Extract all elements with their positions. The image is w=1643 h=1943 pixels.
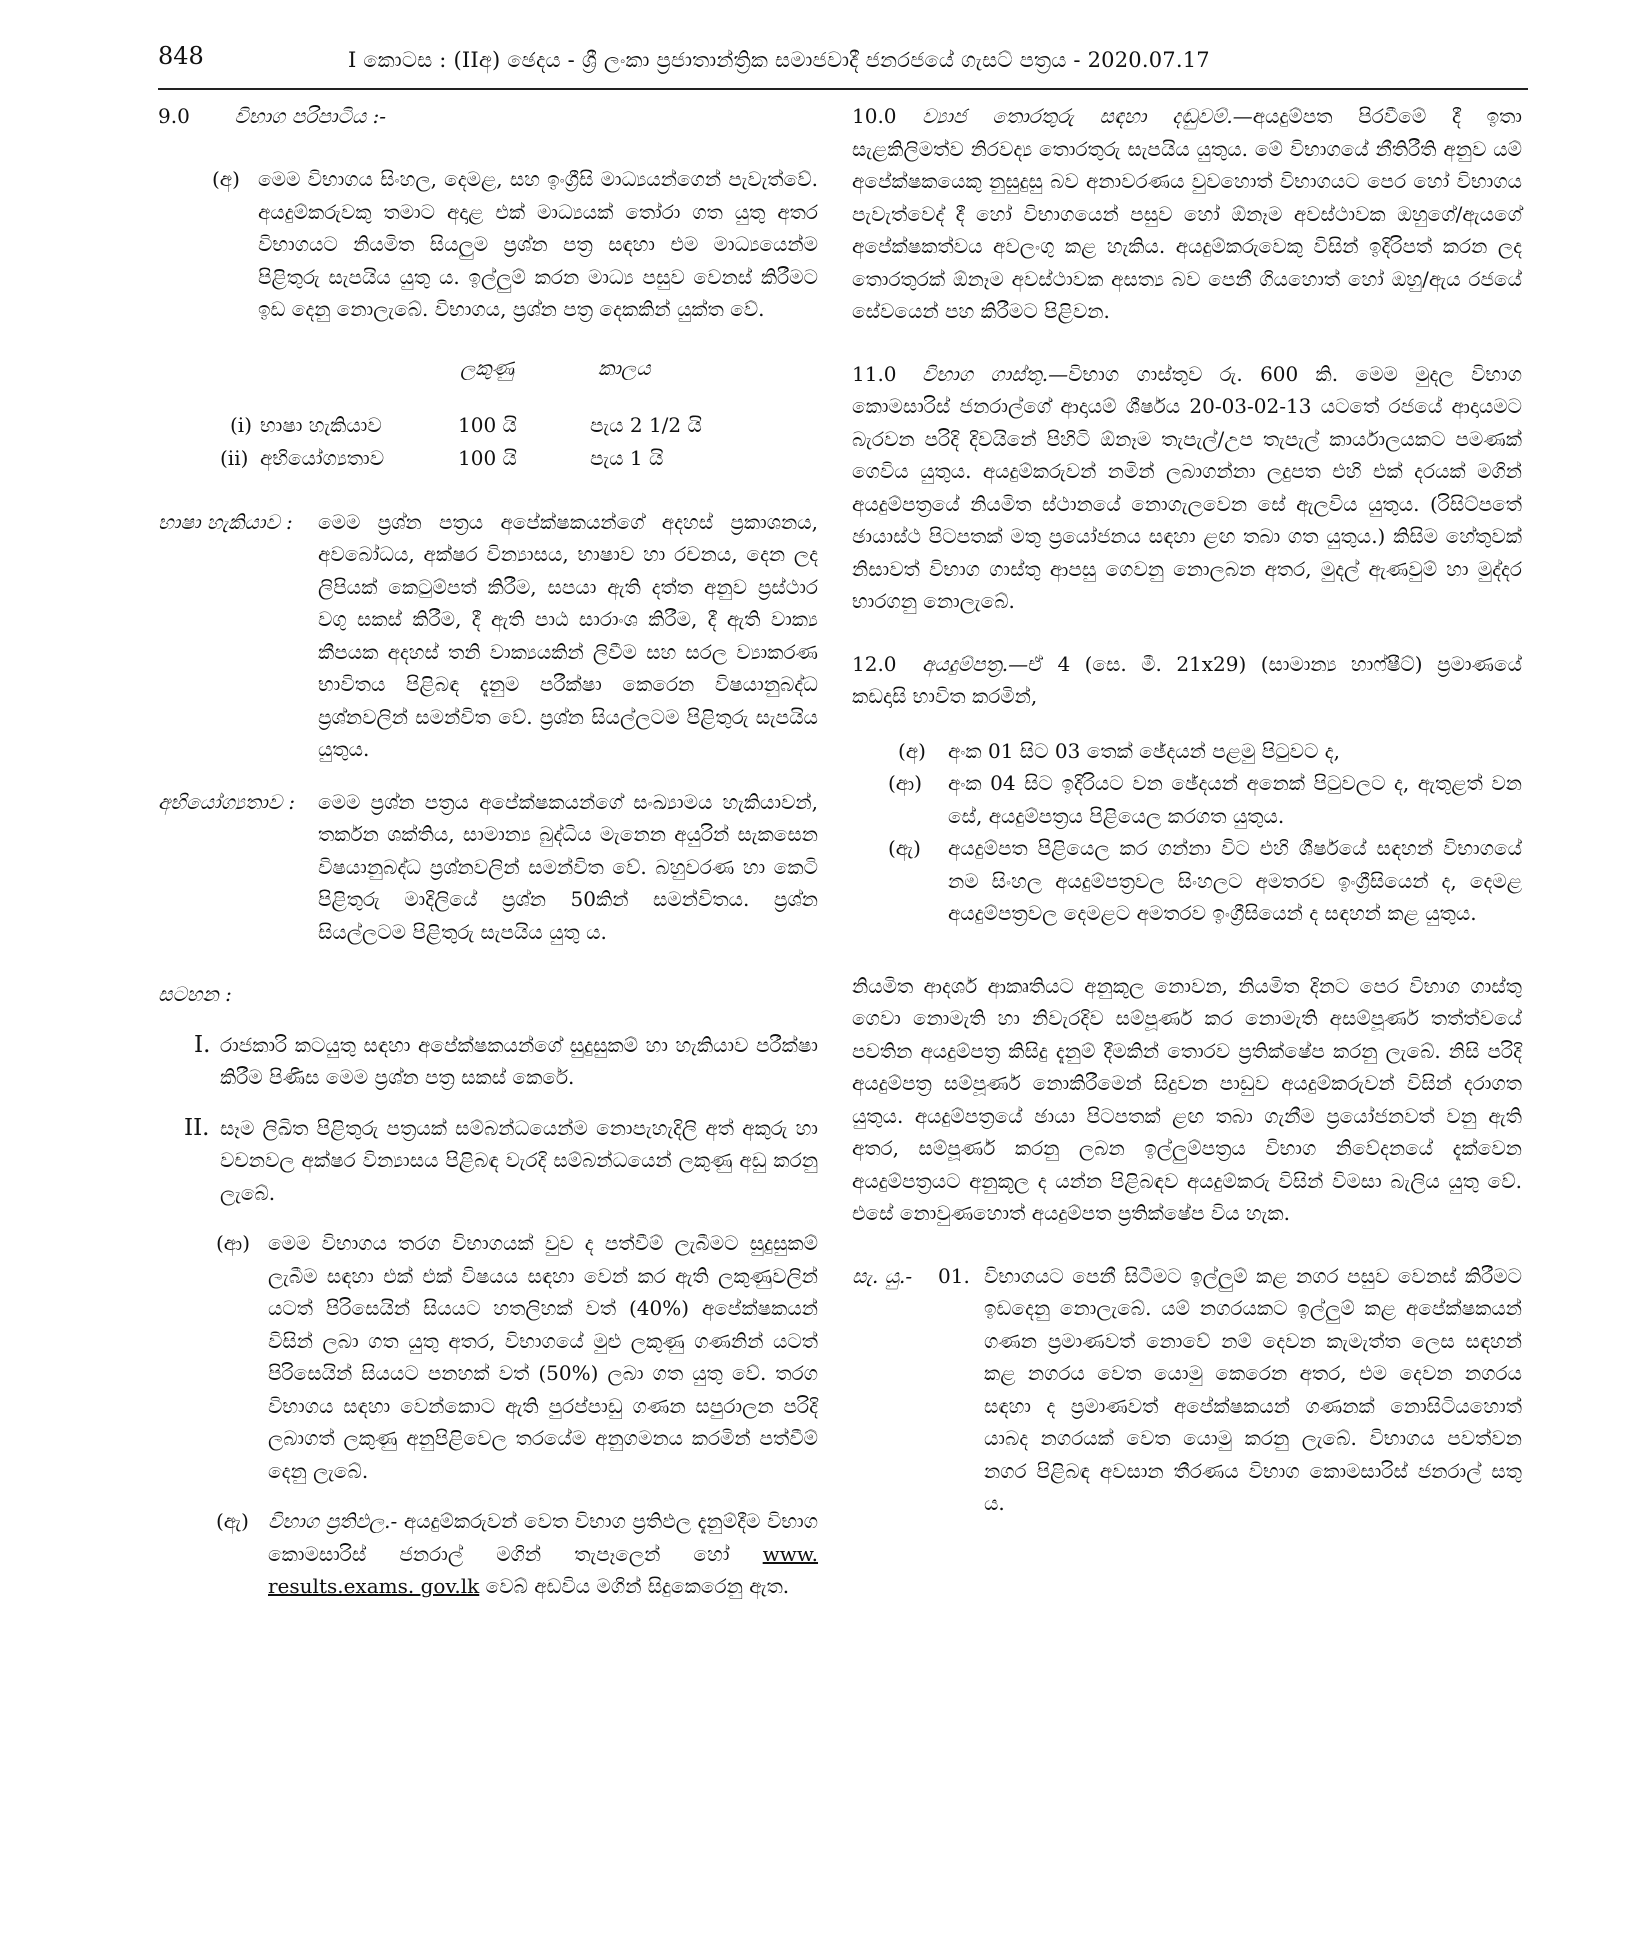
section-title: විභාග පරිපාටිය :- [234, 104, 387, 128]
section-12 [852, 648, 1522, 713]
section-11-text [852, 358, 1522, 618]
column-header-time: කාලය [598, 355, 651, 380]
header-rule [158, 88, 1528, 90]
paper-marks: 100 යි [458, 445, 517, 470]
item-label: භාෂා හැකියාව : [158, 509, 293, 534]
section-11 [852, 358, 1522, 618]
section-title: අයදුම්පත්‍ර.— [922, 651, 1029, 676]
results-text: අයදුම්කරුවන් වෙත විභාග ප්‍රතිඵල දැනුම්දීම විභාග කොමසාරිස් ජනරාල් මගින් තැපෑලෙන් හෝ [268, 1509, 818, 1566]
section-number: 11.0 [852, 361, 897, 386]
paper-time: පැය 1 යි [590, 445, 664, 470]
section-10-text [852, 100, 1522, 328]
section-number: 12.0 [852, 651, 897, 676]
page-number: 848 [158, 42, 204, 70]
row-number: (i) [230, 412, 253, 437]
marks-table [158, 346, 818, 496]
paper-time: පැය 2 1/2 යි [590, 412, 702, 437]
right-column [852, 100, 1522, 1520]
section-body: විභාග ගාස්තුව රු. 600 කි. මෙම මුදල විභාග කොමසාරිස් ජනරාල්ගේ ආදායම් ශීර්ෂය 20-03-02-13 යටතේ රජයේ ආදායමට බැරවන පරිදි දිවයිනේ පිහිටි ඕනෑම තැපැල්/උප තැපැල් කාර්යාලයකට පමණක් ගෙවිය යුතුය. අයදුම්කරුවන් නමින් ලබාගන්නා ලදුපත එහි එක් දරයක් මගින් අයදුම්පත්‍රයේ නියමිත ස්ථානයේ නොගැලවෙන සේ ඇලවිය යුතුය. (රිසිට්පතේ ඡායාස්ථ පිටපතක් මතු ප්‍රයෝජනය සඳහා ළඟ තබා ගත යුතුය.) කිසිම හේතුවක් නිසාවත් විභාග ගාස්තු ආපසු ගෙවනු නොලබන අතර, මුදල් ඇණවුම් හා මුද්දර භාරගනු නොලැබේ. [852, 361, 1522, 613]
item-text: අයදුම්පත පිළියෙල කර ගන්නා විට එහි ශීර්ෂයේ සඳහන් විභාගයේ නම සිංහල අයදුම්පත්‍රවල සිංහලට අමතරව ඉංග්‍රීසියෙන් ද, දෙමළ අයදුම්පත්‍රවල දෙමළට අමතරව ඉංග්‍රීසියෙන් ද සඳහන් කළ යුතුය. [948, 836, 1522, 925]
item-marker: (ආ) [888, 771, 923, 795]
note-item [158, 1029, 818, 1094]
row-number: (ii) [220, 445, 249, 470]
note-text: විභාගයට පෙනී සිටීමට ඉල්ලුම් කළ නගර පසුව වෙනස් කිරීමට ඉඩදෙනු නොලැබේ. යම් නගරයකට ඉල්ලුම් කළ අපේක්ෂකයන් ගණන ප්‍රමාණවත් නොවේ නම් දෙවන කැමැත්ත ලෙස සඳහන් කළ නගරය වෙත යොමු කෙරෙන අතර, එම දෙවන නගරය සඳහා ද ප්‍රමාණවත් අපේක්ෂකයන් ගණනක් නොසිටියහොත් යාබද නගරයක් වෙත යොමු කරනු ලැබේ. විභාගය පවත්වන නගර පිළිබඳ අවසාන තීරණය විභාග කොමසාරිස් ජනරාල් සතු ය. [984, 1263, 1522, 1515]
paper-name: භාෂා හැකියාව [260, 412, 382, 437]
language-paper-description [158, 506, 818, 766]
list-item [852, 832, 1522, 930]
aptitude-paper-description [158, 786, 818, 949]
paper-marks: 100 යි [458, 412, 517, 437]
item-text: අංක 04 සිට ඉදිරියට වන ඡේදයන් අනෙක් පිටුවලට ද, ඇතුළත් වන සේ, අයදුම්පත්‍රය පිළියෙල කරගත යුතුය. [948, 771, 1522, 828]
note-label: සැ. යු.- [852, 1263, 913, 1288]
list-item [158, 1227, 818, 1487]
note-sa [852, 1260, 1522, 1520]
item-marker: (අ) [212, 167, 240, 191]
section-number: 9.0 [158, 104, 190, 128]
item-marker: (අ) [898, 738, 926, 763]
item-text: අංක 01 සිට 03 තෙක් ඡේදයන් පළමු පිටුවට ද, [948, 738, 1341, 763]
section-12-text [852, 648, 1522, 713]
note-number: 01. [938, 1263, 970, 1288]
note-item [158, 1112, 818, 1210]
notes-label: සටහන : [158, 982, 232, 1006]
item-text [268, 1505, 818, 1603]
left-column [158, 100, 818, 1603]
item-marker: (ආ) [216, 1231, 251, 1255]
results-website-link[interactable]: www. results.exams. gov.lk [268, 1541, 819, 1598]
item-marker: I. [194, 1031, 211, 1058]
list-item [158, 1505, 818, 1603]
item-text: මෙම ප්‍රශ්න පත්‍රය අපේක්ෂකයන්ගේ අදහස් ප්‍රකාශනය, අවබෝධය, අක්ෂර වින්‍යාසය, භාෂාව හා රචනය, දෙන ලද ලිපියක් කෙටුම්පත් කිරීම, සපයා ඇති දත්ත අනුව ප්‍රස්ථාර වගු සකස් කිරීම, දී ඇති පාඨ සාරාංශ කිරීම, දී ඇති වාක්‍ය කීපයක අදහස් තනි වාක්‍යයකින් ලිවීම සහ සරල ව්‍යාකරණ භාවිතය පිළිබඳ දැනුම පරීක්ෂා කෙරෙන විෂයානුබද්ධ ප්‍රශ්නවලින් සමන්විත වේ. ප්‍රශ්න සියල්ලටම පිළිතුරු සැපයිය යුතුය. [318, 509, 818, 761]
running-title: I කොටස : (IIඅ) ඡෙදය - ශ්‍රී ලංකා ප්‍රජාතාන්ත්‍රික සමාජවාදී ජනරජයේ ගැසට් පත්‍රය - 2020.07.17 [348, 48, 1210, 72]
results-title: විභාග ප්‍රතිඵල.- [268, 1509, 398, 1533]
item-marker: (ඇ) [888, 836, 921, 860]
results-text-end: වෙබ් අඩවිය මගින් සිදුකෙරෙනු ඇත. [485, 1574, 790, 1598]
item-text: මෙම විභාගය සිංහල, දෙමළ, සහ ඉංග්‍රීසි මාධ්‍යයන්ගෙන් පැවැත්වේ. අයදුම්කරුවකු තමාට අදාළ එක් මාධ්‍යයක් තෝරා ගත යුතු අතර විභාගයට නියමිත සියලුම ප්‍රශ්න පත්‍ර සඳහා එම මාධ්‍යයෙන්ම පිළිතුරු සැපයිය යුතු ය. ඉල්ලුම් කරන මාධ්‍ය පසුව වෙනස් කිරීමට ඉඩ දෙනු නොලැබේ. විභාගය, ප්‍රශ්න පත්‍ර දෙකකින් යුක්ත වේ. [258, 167, 818, 321]
rejection-paragraph: නියමිත ආදර්ශ ආකෘතියට අනුකූල නොවන, නියමිත දිනට පෙර විභාග ගාස්තු ගෙවා නොමැති හා නිවැරදිව සම්පූර්ණ කර නොමැති අසම්පූර්ණ තත්ත්වයේ පවතින අයදුම්පත්‍ර කිසිදු දැනුම් දීමකින් තොරව ප්‍රතික්ෂේප කරනු ලැබේ. නිසි පරිදි අයදුම්පත්‍ර සම්පූර්ණ නොකිරීමෙන් සිදුවන පාඩුව අයදුම්කරුවන් විසින් දරාගත යුතුය. අයදුම්පත්‍රයේ ඡායා පිටපතක් ළඟ තබා ගැනීම ප්‍රයෝජනවත් වනු ඇති අතර, සම්පූර්ණ කරනු ලබන ඉල්ලුම්පත්‍රය විභාග නිවේදනයේ දැක්වෙන අයදුම්පත්‍රයට අනුකූල ද යන්න පිළිබඳව අයදුම්කරු විසින් විමසා බැලිය යුතු වේ. එසේ නොවුණහොත් අයදුම්පත ප්‍රතික්ෂේප විය හැක. [852, 973, 1522, 1225]
section-title: ව්‍යාජ තොරතුරු සඳහා දඬුවම්.— [922, 104, 1253, 128]
item-marker: (ඇ) [216, 1509, 249, 1533]
section-10 [852, 100, 1522, 328]
column-header-marks: ලකුණු [460, 355, 514, 380]
paper-name: අභියෝග්‍යතාව [260, 445, 385, 470]
section-body: අයදුම්පත පිරවීමේ දී ඉතා සැළකිලිමත්ව නිරවද්‍ය තොරතුරු සැපයිය යුතුය. මේ විභාගයේ නීතිරීති අනුව යම් අපේක්ෂකයෙකු නුසුදුසු බව අනාවරණය වුවහොත් විභාගයට පෙර හෝ විභාගය පැවැත්වෙද් දී හෝ විභාගයෙන් පසුව හෝ ඕනෑම අවස්ථාවක ඔහුගේ/ඇයගේ අපේක්ෂකත්වය අවලංගු කළ හැකිය. අයදුම්කරුවෙකු විසින් ඉදිරිපත් කරන ලද තොරතුරක් ඕනෑම අවස්ථාවක අසත්‍ය බව පෙනී ගියහොත් හෝ ඔහු/ඇය රජයේ සේවයෙන් පහ කිරීමට පිළිවන. [852, 104, 1522, 323]
list-item [852, 735, 1522, 768]
item-label: අභියෝග්‍යතාව : [158, 789, 296, 814]
item-marker: II. [184, 1114, 210, 1141]
item-text: මෙම ප්‍රශ්න පත්‍රය අපේක්ෂකයන්ගේ සංඛ්‍යාමය හැකියාවන්, තර්කන ශක්තිය, සාමාන්‍ය බුද්ධිය මැනෙන අයුරින් සැකසෙන විෂයානුබද්ධ ප්‍රශ්නවලින් සමන්විත වේ. බහුවරණ හා කෙටි පිළිතුරු මාදිලියේ ප්‍රශ්න 50කින් සමන්විතය. ප්‍රශ්න සියල්ලටම පිළිතුරු සැපයිය යුතු ය. [318, 789, 818, 944]
list-item [158, 163, 818, 326]
item-text: සෑම ලිඛිත පිළිතුරු පත්‍රයක් සම්බන්ධයෙන්ම නොපැහැදිලි අත් අකුරු හා වචනවල අක්ෂර වින්‍යාසය පිළිබඳ වැරදි සම්බන්ධයෙන් ලකුණු අඩු කරනු ලැබේ. [220, 1115, 818, 1205]
list-item [852, 767, 1522, 832]
section-body: ඒ 4 (සෙ. මී. 21x29) (සාමාන්‍ය හාෆ්ෂීට්) ප්‍රමාණයේ කඩදාසි භාවිත කරමින්, [852, 651, 1522, 708]
page-header [158, 42, 1498, 82]
section-title: විභාග ගාස්තු.— [922, 361, 1069, 386]
item-text: රාජකාරි කටයුතු සඳහා අපේක්ෂකයන්ගේ සුදුසුකම් හා හැකියාව පරීක්ෂා කිරීම පිණිස මෙම ප්‍රශ්න පත්‍ර සකස් කෙරේ. [220, 1032, 818, 1089]
section-number: 10.0 [852, 104, 897, 128]
section-9-heading [158, 100, 818, 133]
item-text: මෙම විභාගය තරග විභාගයක් වුව ද පත්වීම් ලැබීමට සුදුසුකම් ලැබීම සඳහා එක් එක් විෂයය සඳහා වෙන් කර ඇති ලකුණුවලින් යටත් පිරිසෙයින් සියයට හතලිහක් වත් (40%) අපේක්ෂකයන් විසින් ලබා ගත යුතු අතර, විභාගයේ මුළු ලකුණු ගණනින් යටත් පිරිසෙයින් සියයට පනහක් වත් (50%) ලබා ගත යුතු වේ. තරග විභාගය සඳහා වෙන්කොට ඇති පුරප්පාඩු ගණන සපුරාලන පරිදි ලබාගත් ලකුණු අනුපිළිවෙල තරයේම අනුගමනය කරමින් පත්වීම් දෙනු ලැබේ. [268, 1231, 818, 1483]
